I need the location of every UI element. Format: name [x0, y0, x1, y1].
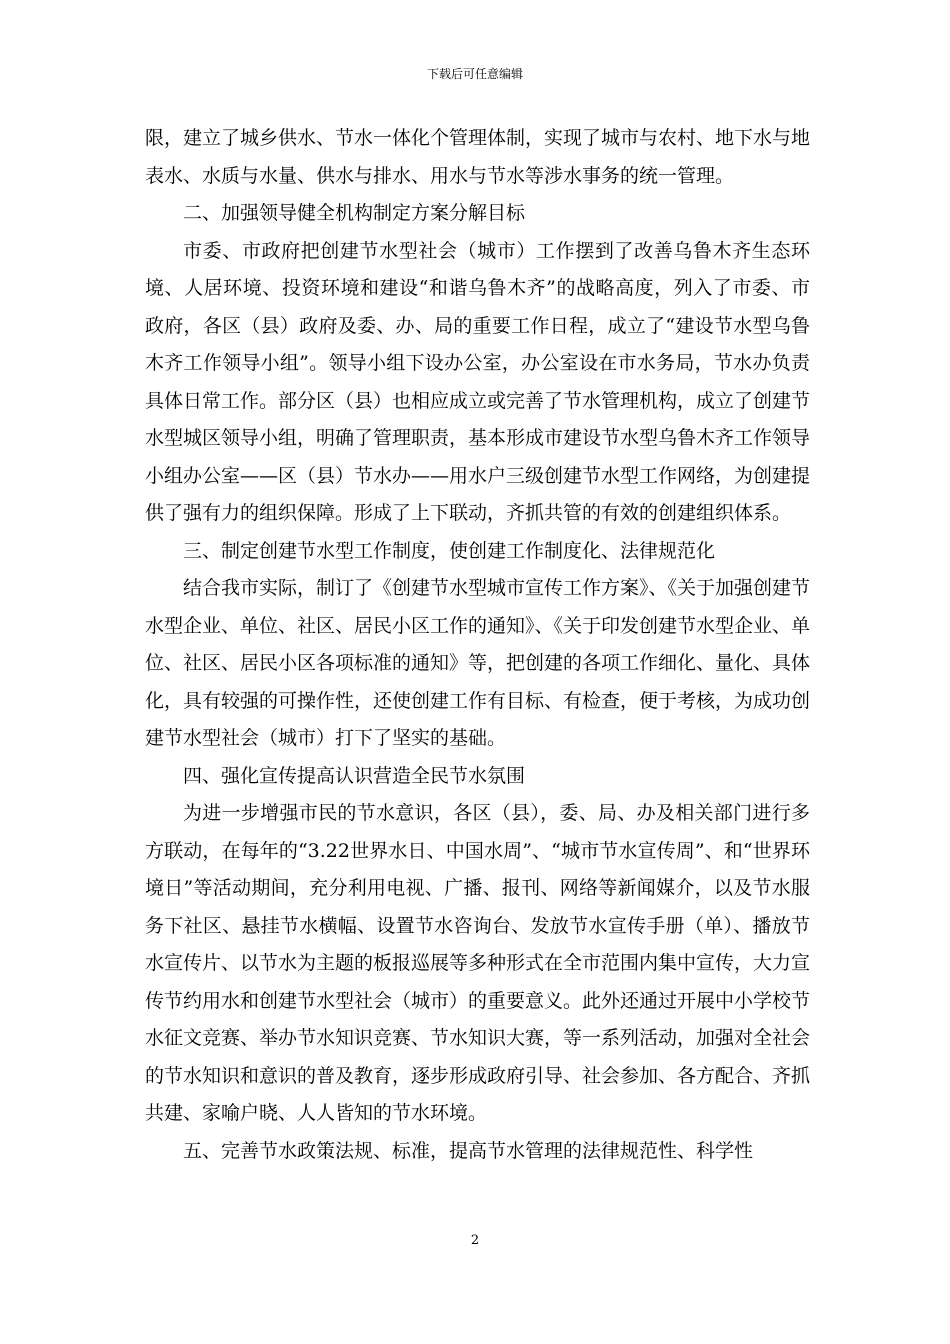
paragraph-continuation: 限，建立了城乡供水、节水一体化个管理体制，实现了城市与农村、地下水与地表水、水质与水量、供水与排水、用水与节水等涉水事务的统一管理。: [145, 127, 811, 187]
paragraph-publicity: 为进一步增强市民的节水意识，各区（县），委、局、办及相关部门进行多方联动，在每年的“3.22世界水日、中国水周”、“城市节水宣传周”、和“世界环境日”等活动期间，充分利用电视、广播、报刊、网络等新闻媒介，以及节水服务下社区、悬挂节水横幅、设置节水咨询台、发放节水宣传手册（单）、播放节水宣传片、以节水为主题的板报巡展等多种形式在全市范围内集中宣传，大力宣传节约用水和创建节水型社会（城市）的重要意义。此外还通过开展中小学校节水征文竞赛、举办节水知识竞赛、节水知识大赛，等一系列活动，加强对全社会的节水知识和意识的普及教育，逐步形成政府引导、社会参加、各方配合、齐抓共建、家喻户晓、人人皆知的节水环境。: [145, 802, 811, 1124]
section-heading-2: 二、加强领导健全机构制定方案分解目标: [183, 202, 526, 224]
paragraph-leadership: 市委、市政府把创建节水型社会（城市）工作摆到了改善乌鲁木齐生态环境、人居环境、投资环境和建设“和谐乌鲁木齐”的战略高度，列入了市委、市政府，各区（县）政府及委、办、局的重要工作日程，成立了“建设节水型乌鲁木齐工作领导小组”。领导小组下设办公室，办公室设在市水务局，节水办负责具体日常工作。部分区（县）也相应成立或完善了节水管理机构，成立了创建节水型城区领导小组，明确了管理职责，基本形成市建设节水型乌鲁木齐工作领导小组办公室——区（县）节水办——用水户三级创建节水型工作网络，为创建提供了强有力的组织保障。形成了上下联动，齐抓共管的有效的创建组织体系。: [145, 239, 811, 524]
paragraph-regulations: 结合我市实际，制订了《创建节水型城市宣传工作方案》、《关于加强创建节水型企业、单位、社区、居民小区工作的通知》、《关于印发创建节水型企业、单位、社区、居民小区各项标准的通知》等，把创建的各项工作细化、量化、具体化，具有较强的可操作性，还使创建工作有目标、有检查，便于考核，为成功创建节水型社会（城市）打下了坚实的基础。: [145, 577, 811, 749]
section-heading-5: 五、完善节水政策法规、标准，提高节水管理的法律规范性、科学性: [183, 1139, 754, 1162]
section-heading-4: 四、强化宣传提高认识营造全民节水氛围: [183, 764, 526, 787]
page-number: 2: [470, 1233, 480, 1248]
section-heading-3: 三、制定创建节水型工作制度，使创建工作制度化、法律规范化: [183, 539, 716, 562]
document-body: [145, 120, 810, 1170]
page-header: 下载后可任意编辑: [426, 67, 523, 81]
